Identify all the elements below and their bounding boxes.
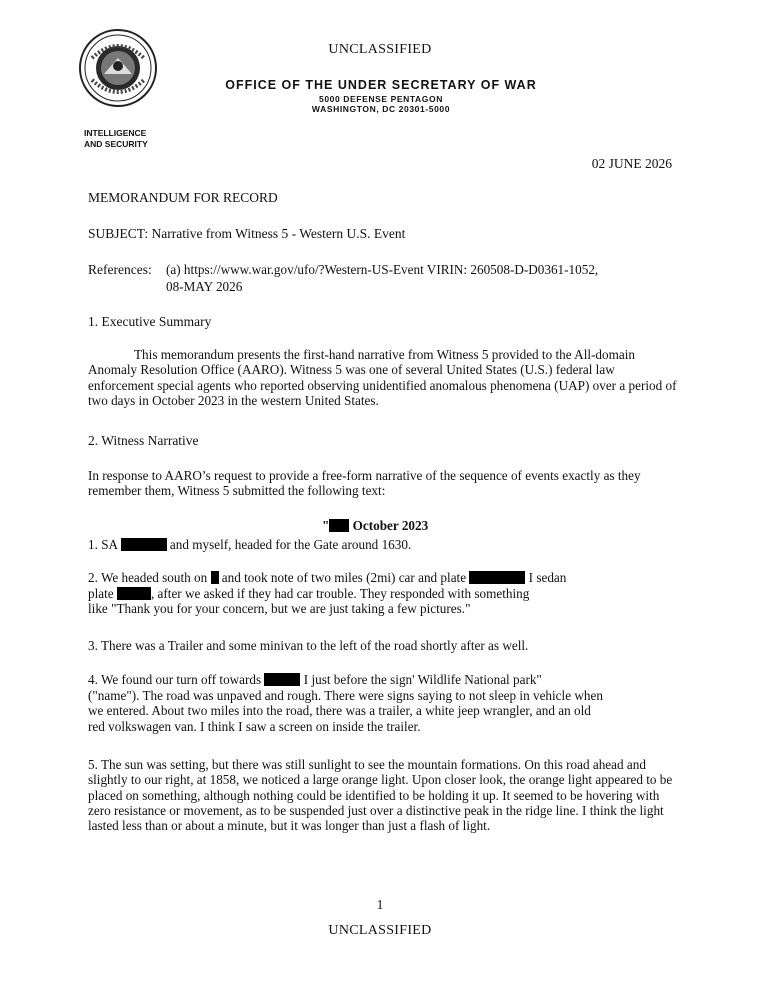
narrative-item-5: 5. The sun was setting, but there was still sunlight to see the mountain formations. On this road ahead and slightly to our right, at 1858, we noticed a large orange light. Upon closer look, the orange light appeared to be placed on something, although nothing could be identified to be holding it up. It seemed to be hovering with zero resistance or movement, as to be suspended just over a distinctive peak in the ridge line. I think the light lasted less than or about a minute, but it was longer than just a flash of light. [88,757,673,834]
classification-bottom: UNCLASSIFIED [328,923,432,938]
memo-date: 02 JUNE 2026 [591,156,672,171]
narrative-item-3: 3. There was a Trailer and some minivan to the left of the road shortly after as well. [88,638,529,653]
section2-heading: 2. Witness Narrative [88,433,199,448]
redaction [469,571,525,584]
section1-heading: 1. Executive Summary [88,314,212,329]
division-line1: INTELLIGENCE [84,128,147,138]
narrative-item-1: 1. SA and myself, headed for the Gate around 1630. [88,537,412,552]
narrative-item-4: 4. We found our turn off towards I just before the sign' Wildlife National park" ("name"). The road was unpaved and rough. There were signs saying to not sleep in vehicle when we entered. About two miles into the road, there was a trailer, a white jeep wrangler, and an old red volkswagen van. I think I saw a screen on inside the trailer. [88,672,603,734]
division-line2: AND SECURITY [84,139,148,149]
section1-body: This memorandum presents the first-hand narrative from Witness 5 provided to the All-domain Anomaly Resolution Office (AARO). Witness 5 was one of several United States (U.S.) federal law enforcement special agents who reported observing unidentified anomalous phenomena (UAP) over a period of two days in October 2023 in the western United States. [88,347,677,408]
department-seal [78,28,158,108]
reference-line1: (a) https://www.war.gov/ufo/?Western-US-Event VIRIN: 260508-D-D0361-1052, [166,262,599,277]
references-label: References: [88,262,152,277]
page-number: 1 [376,897,384,912]
memo-subject: SUBJECT: Narrative from Witness 5 - Western U.S. Event [88,226,406,241]
redaction [264,673,300,686]
narrative-date-heading: " October 2023 [322,518,429,533]
classification-top: UNCLASSIFIED [328,42,432,57]
redaction [211,571,219,584]
memo-title: MEMORANDUM FOR RECORD [88,190,278,205]
office-title: OFFICE OF THE UNDER SECRETARY OF WAR [225,78,537,92]
redaction [329,519,349,532]
section2-intro: In response to AARO’s request to provide a free-form narrative of the sequence of events exactly as they remember them, Witness 5 submitted the following text: [88,468,641,499]
reference-line2: 08-MAY 2026 [166,279,243,294]
redaction [117,587,151,600]
address-line2: WASHINGTON, DC 20301-5000 [311,104,451,114]
narrative-item-2: 2. We headed south on and took note of two miles (2mi) car and plate I sedan plate , after we asked if they had car trouble. They responded with something like "Thank you for your concern, but we are just taking a few pictures." [88,570,567,616]
redaction [121,538,167,551]
address-line1: 5000 DEFENSE PENTAGON [319,94,443,104]
